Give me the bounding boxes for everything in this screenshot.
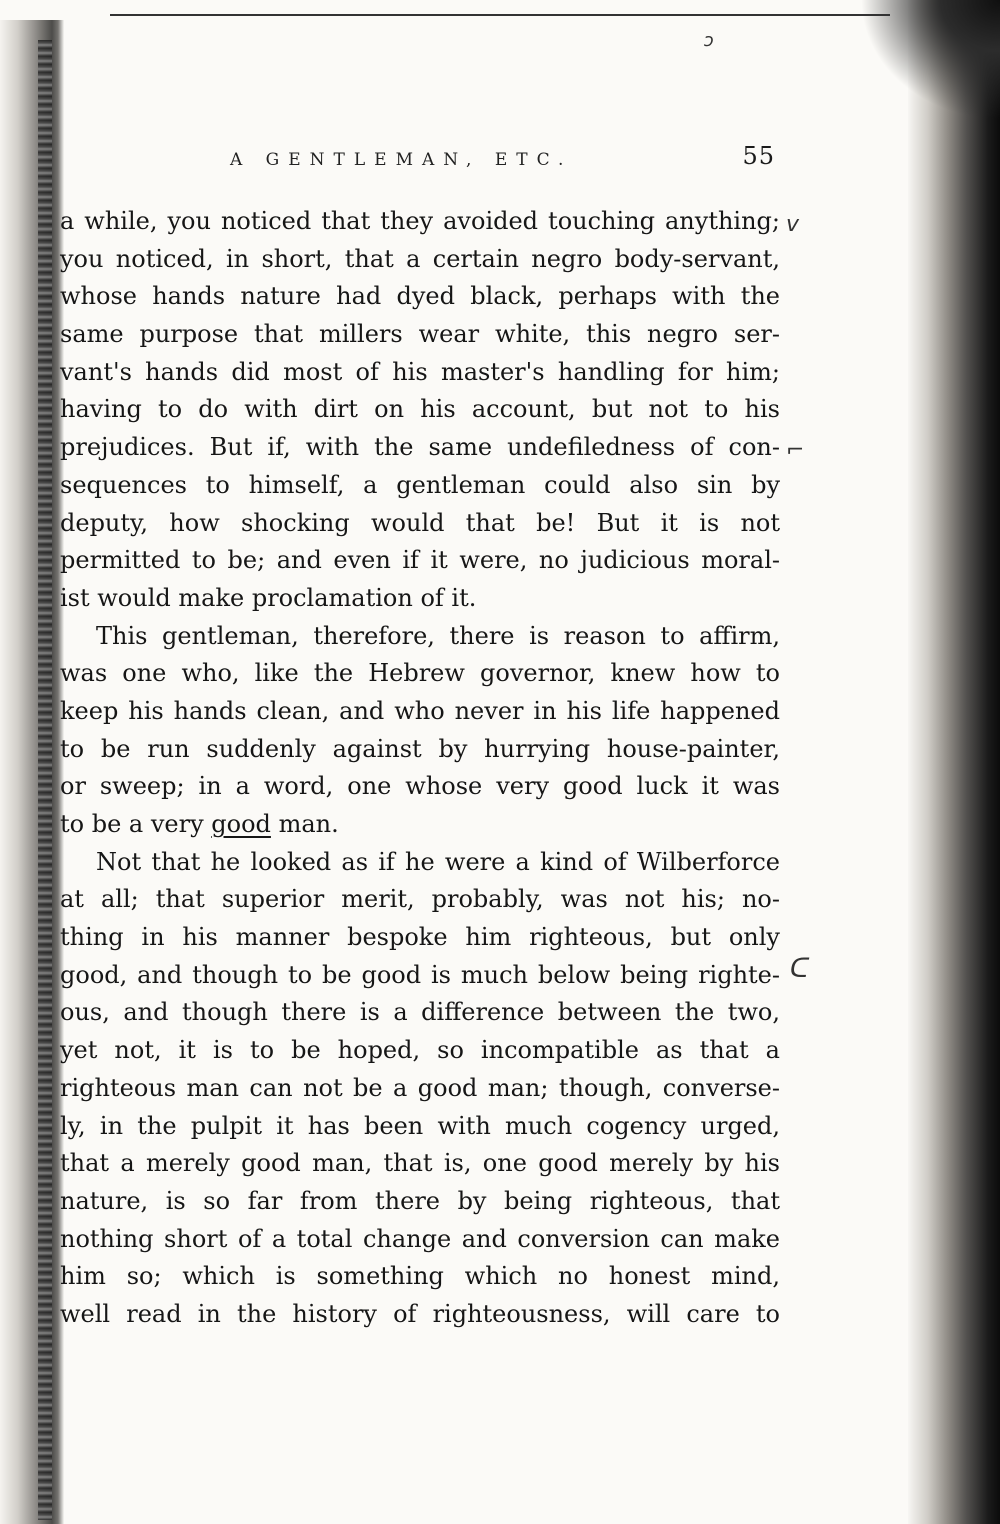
text-fragment: to be a very — [60, 810, 204, 838]
text-line: well read in the history of righteousness, will care to — [60, 1299, 780, 1328]
page-header — [230, 142, 775, 178]
margin-mark-check: v — [786, 212, 800, 237]
text-line — [60, 806, 780, 844]
text-line: nothing short of a total change and conversion can make — [60, 1224, 780, 1253]
text-line: a while, you noticed that they avoided touching anything; — [60, 207, 780, 235]
page-corner-shadow — [860, 0, 1000, 120]
text-line: deputy, how shocking would that be! But it is not — [60, 508, 780, 537]
text-line: permitted to be; and even if it were, no judicious moral- — [60, 546, 780, 575]
paragraph-first-line: This gentleman, therefore, there is reason to affirm, — [96, 621, 780, 650]
text-fragment: man. — [278, 810, 339, 838]
margin-mark-tick: ⌐ — [786, 438, 805, 463]
running-head: A GENTLEMAN, ETC. — [230, 150, 573, 170]
binding-gutter-left — [0, 20, 64, 1524]
text-line: ous, and though there is a difference between the two, — [60, 998, 780, 1027]
margin-mark-top: ↄ — [704, 30, 714, 51]
text-line: whose hands nature had dyed black, perhaps with the — [60, 282, 780, 311]
text-line: prejudices. But if, with the same undefiledness of con- — [60, 433, 780, 462]
top-edge-rule — [110, 14, 890, 16]
text-line: ist would make proclamation of it. — [60, 583, 477, 612]
page-edge-right — [908, 0, 1000, 1524]
text-line: him so; which is something which no honest mind, — [60, 1262, 780, 1291]
text-line: good, and though to be good is much below being righte- — [60, 960, 780, 989]
text-line: keep his hands clean, and who never in his life happened — [60, 696, 780, 725]
text-line: sequences to himself, a gentleman could also sin by — [60, 470, 780, 499]
text-line: that a merely good man, that is, one good merely by his — [60, 1149, 780, 1178]
margin-mark-curl: ᑕ — [790, 954, 809, 984]
text-line: was one who, like the Hebrew governor, knew how to — [60, 659, 780, 688]
body-text — [60, 203, 780, 1334]
binding-shadow — [38, 40, 52, 1520]
text-line: ly, in the pulpit it has been with much cogency urged, — [60, 1111, 780, 1140]
text-line: having to do with dirt on his account, but not to his — [60, 395, 780, 424]
text-line: vant's hands did most of his master's handling for him; — [60, 357, 780, 386]
page-number: 55 — [742, 142, 775, 170]
text-line: nature, is so far from there by being righteous, that — [60, 1186, 780, 1215]
text-line: yet not, it is to be hoped, so incompatible as that a — [60, 1036, 780, 1065]
text-line: or sweep; in a word, one whose very good luck it was — [60, 772, 780, 801]
text-line: to be run suddenly against by hurrying house-painter, — [60, 734, 780, 763]
text-line: righteous man can not be a good man; though, converse- — [60, 1073, 780, 1102]
underlined-word: good — [211, 810, 271, 838]
paragraph-first-line: Not that he looked as if he were a kind of Wilberforce — [96, 847, 780, 876]
text-line: thing in his manner bespoke him righteous, but only — [60, 923, 780, 952]
text-line: same purpose that millers wear white, this negro ser- — [60, 320, 780, 349]
text-line: you noticed, in short, that a certain negro body-servant, — [60, 244, 780, 273]
text-line: at all; that superior merit, probably, was not his; no- — [60, 885, 780, 914]
